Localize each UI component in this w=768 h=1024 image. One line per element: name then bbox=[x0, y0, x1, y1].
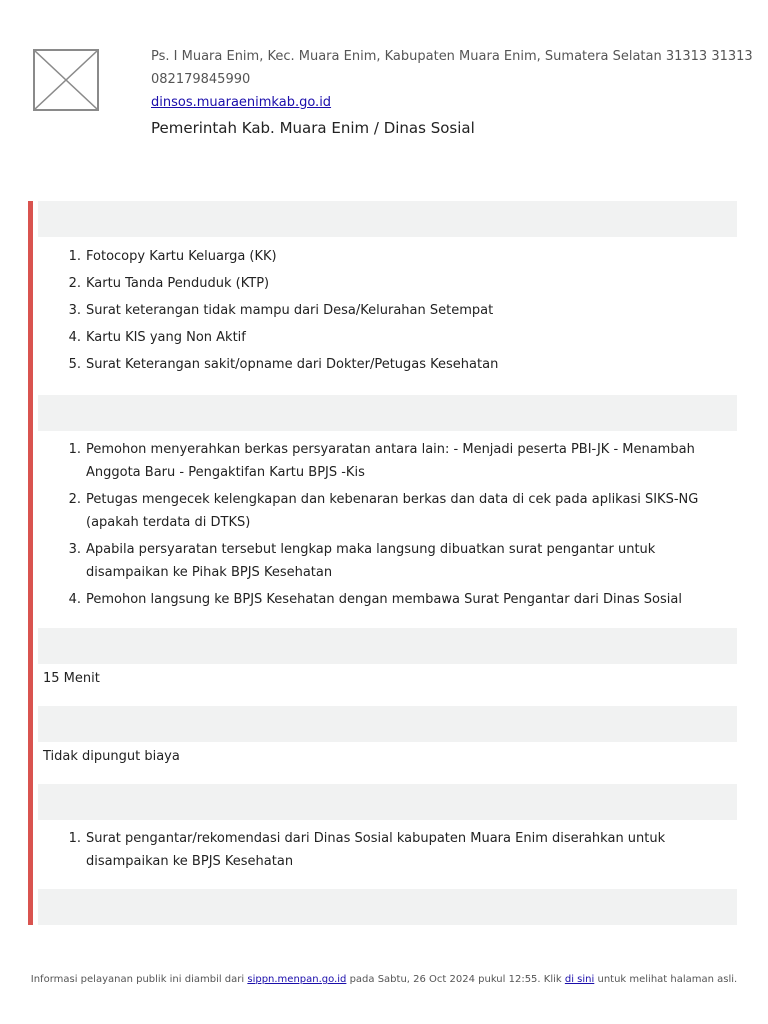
contact-info bbox=[151, 45, 753, 141]
original-page-link[interactable]: di sini bbox=[564, 974, 595, 985]
service-content bbox=[28, 201, 737, 925]
footer-note: Informasi pelayanan publik ini diambil dari sippn.menpan.go.id pada Sabtu, 26 Oct 2024 pukul 12:55. Klik di sini untuk melihat halaman asli. bbox=[30, 974, 738, 985]
address-text: Ps. I Muara Enim, Kec. Muara Enim, Kabupaten Muara Enim, Sumatera Selatan 31313 31313 bbox=[151, 49, 753, 64]
logo-placeholder-icon bbox=[33, 49, 99, 111]
products-list bbox=[38, 827, 737, 877]
section-header-bar bbox=[38, 628, 737, 664]
list-item: 2. Petugas mengecek kelengkapan dan kebenaran berkas dan data di cek pada aplikasi SIKS-NG (apakah terdata di DTKS) bbox=[68, 492, 699, 530]
list-item: 4. Kartu KIS yang Non Aktif bbox=[68, 330, 246, 345]
list-item: 1. Pemohon menyerahkan berkas persyaratan antara lain: - Menjadi peserta PBI-JK - Menambah Anggota Baru - Pengaktifan Kartu BPJS -Kis bbox=[68, 442, 695, 480]
duration-text: 15 Menit bbox=[43, 671, 100, 686]
cost-text: Tidak dipungut biaya bbox=[43, 749, 180, 764]
section-header-bar bbox=[38, 889, 737, 925]
section-header-bar bbox=[38, 784, 737, 820]
list-item: 5. Surat Keterangan sakit/opname dari Dokter/Petugas Kesehatan bbox=[68, 357, 499, 372]
website-link[interactable]: dinsos.muaraenimkab.go.id bbox=[151, 95, 332, 110]
list-item: 1. Surat pengantar/rekomendasi dari Dinas Sosial kabupaten Muara Enim diserahkan untuk disampaikan ke BPJS Kesehatan bbox=[68, 831, 666, 869]
section-header-bar bbox=[38, 395, 737, 431]
source-link[interactable]: sippn.menpan.go.id bbox=[247, 974, 347, 985]
phone-text: 082179845990 bbox=[151, 72, 251, 87]
list-item: 3. Surat keterangan tidak mampu dari Desa/Kelurahan Setempat bbox=[68, 303, 494, 318]
list-item: 3. Apabila persyaratan tersebut lengkap maka langsung dibuatkan surat pengantar untuk disampaikan ke Pihak BPJS Kesehatan bbox=[68, 542, 656, 580]
procedure-list bbox=[38, 438, 737, 615]
section-header-bar bbox=[38, 706, 737, 742]
list-item: 1. Fotocopy Kartu Keluarga (KK) bbox=[68, 249, 277, 264]
section-header-bar bbox=[38, 201, 737, 237]
page-header bbox=[33, 45, 753, 145]
list-item: 4. Pemohon langsung ke BPJS Kesehatan dengan membawa Surat Pengantar dari Dinas Sosial bbox=[68, 592, 682, 607]
requirements-list bbox=[38, 245, 737, 380]
list-item: 2. Kartu Tanda Penduduk (KTP) bbox=[68, 276, 270, 291]
organization-name: Pemerintah Kab. Muara Enim / Dinas Sosial bbox=[151, 119, 475, 137]
